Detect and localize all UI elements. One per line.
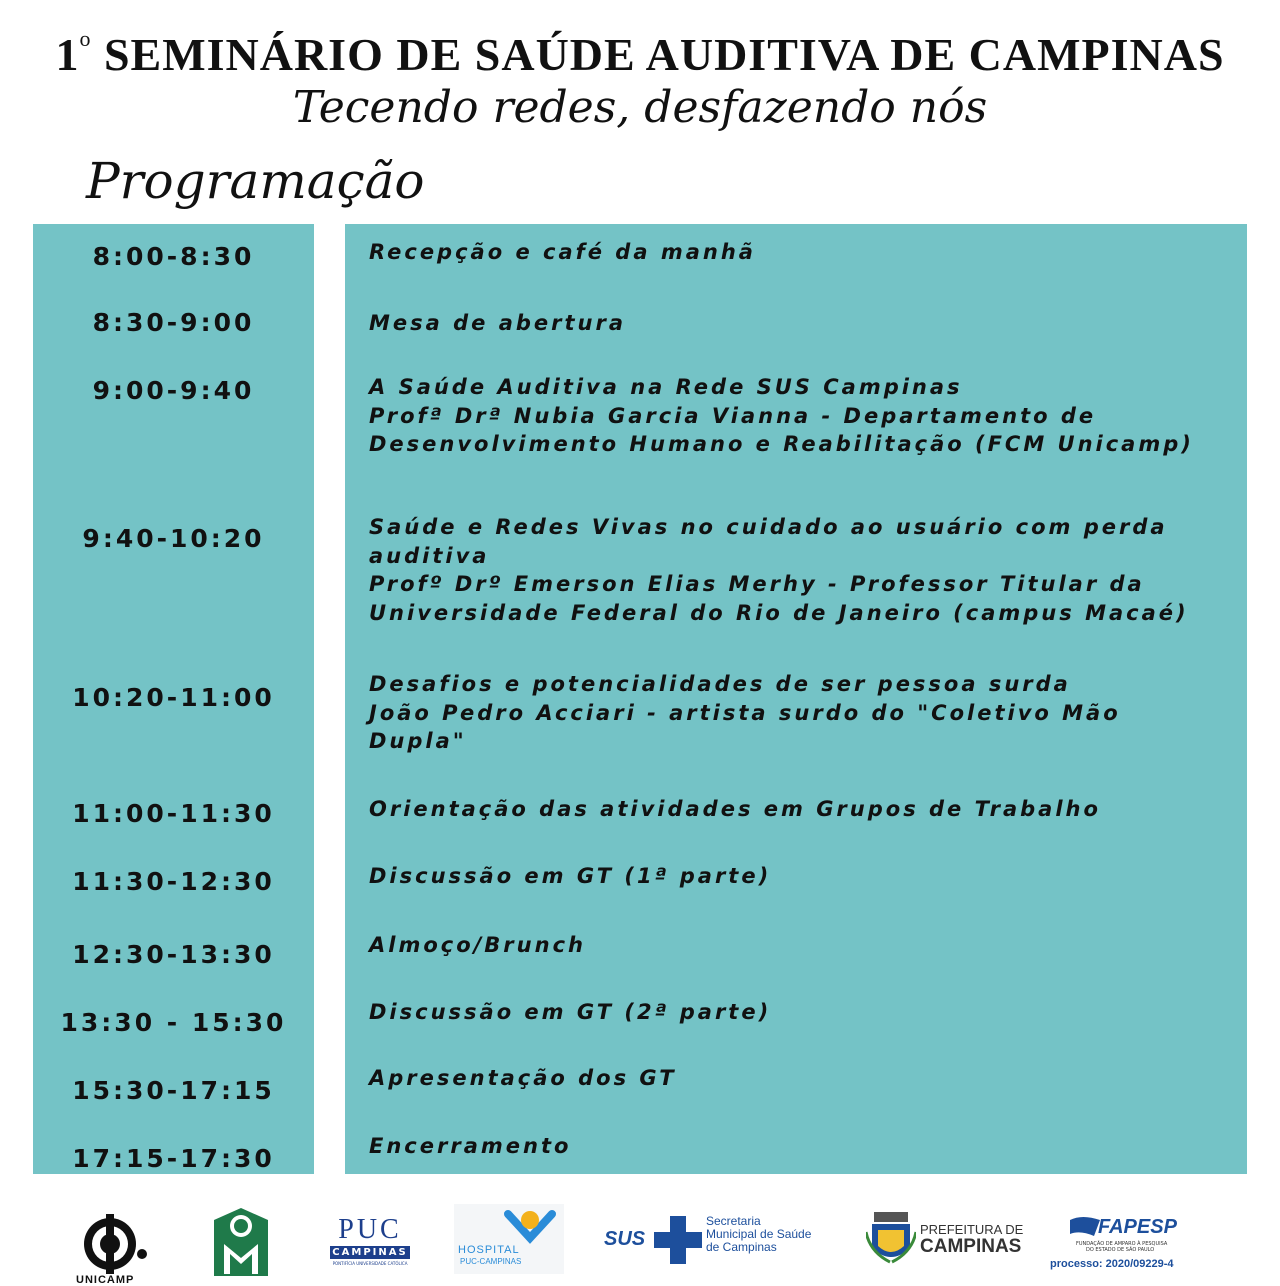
time-slot: 9:40-10:20: [82, 524, 265, 553]
time-slot: 9:00-9:40: [92, 376, 255, 405]
time-slot: 8:00-8:30: [92, 242, 255, 271]
time-column: [33, 224, 314, 1174]
time-slot: 17:15-17:30: [72, 1144, 275, 1173]
cross-icon: [654, 1216, 702, 1264]
processo-number: processo: 2020/09229-4: [1050, 1258, 1174, 1270]
activity: Almoço/Brunch: [369, 933, 586, 957]
time-slot: 15:30-17:15: [72, 1076, 275, 1105]
unicamp-logo: [72, 1214, 152, 1286]
puc-campinas-logo: PUC CAMPINAS PONTIFÍCIA UNIVERSIDADE CATÓLICA: [330, 1216, 410, 1276]
activity: Desafios e potencialidades de ser pessoa surda João Pedro Acciari - artista surdo do "Coletivo Mão Dupla": [369, 672, 1121, 753]
activity: Saúde e Redes Vivas no cuidado ao usuário com perda auditiva Profº Drº Emerson Elias Merhy - Professor Titular da Universidade Federal do Rio de Janeiro (campus Macaé): [369, 515, 1189, 625]
fapesp-logo: FAPESP FUNDAÇÃO DE AMPARO À PESQUISA DO ESTADO DE SÃO PAULO processo: 2020/09229-4: [1050, 1216, 1177, 1270]
section-heading: Programação: [86, 152, 425, 210]
activity: Recepção e café da manhã: [369, 240, 756, 264]
sponsor-logos: [0, 1196, 1280, 1286]
activity-column: [345, 224, 1247, 1174]
time-slot: 10:20-11:00: [72, 683, 275, 712]
time-slot: 12:30-13:30: [72, 940, 275, 969]
time-slot: 13:30 - 15:30: [60, 1008, 287, 1037]
hospital-puc-logo: HOSPITAL PUC-CAMPINAS: [454, 1204, 564, 1274]
time-slot: 11:30-12:30: [72, 867, 275, 896]
activity: Discussão em GT (1ª parte): [369, 864, 772, 888]
activity: Apresentação dos GT: [369, 1066, 677, 1090]
activity: A Saúde Auditiva na Rede SUS Campinas Profª Drª Nubia Garcia Vianna - Departamento de Desenvolvimento Humano e Reabilitação (FCM Unicamp): [369, 375, 1194, 456]
fapesp-flag-icon: [1068, 1216, 1102, 1238]
time-slot: 8:30-9:00: [92, 308, 255, 337]
shield-logo: [210, 1206, 272, 1278]
coat-of-arms-icon: [866, 1212, 916, 1266]
subtitle: Tecendo redes, desfazendo nós: [292, 82, 988, 133]
activity: Encerramento: [369, 1134, 572, 1158]
activity: Discussão em GT (2ª parte): [369, 1000, 772, 1024]
sus-secretaria-logo: SUS Secretaria Municipal de Saúde de Campinas: [604, 1216, 834, 1266]
time-slot: 11:00-11:30: [72, 799, 275, 828]
page-title: 1$^o$ SEMINÁRIO DE SAÚDE AUDITIVA DE CAMPINAS: [55, 26, 1225, 80]
activity: Mesa de abertura: [369, 311, 627, 335]
activity: Orientação das atividades em Grupos de Trabalho: [369, 797, 1101, 821]
prefeitura-campinas-logo: PREFEITURA DE CAMPINAS: [866, 1212, 1026, 1268]
unicamp-label: UNICAMP: [76, 1274, 135, 1286]
